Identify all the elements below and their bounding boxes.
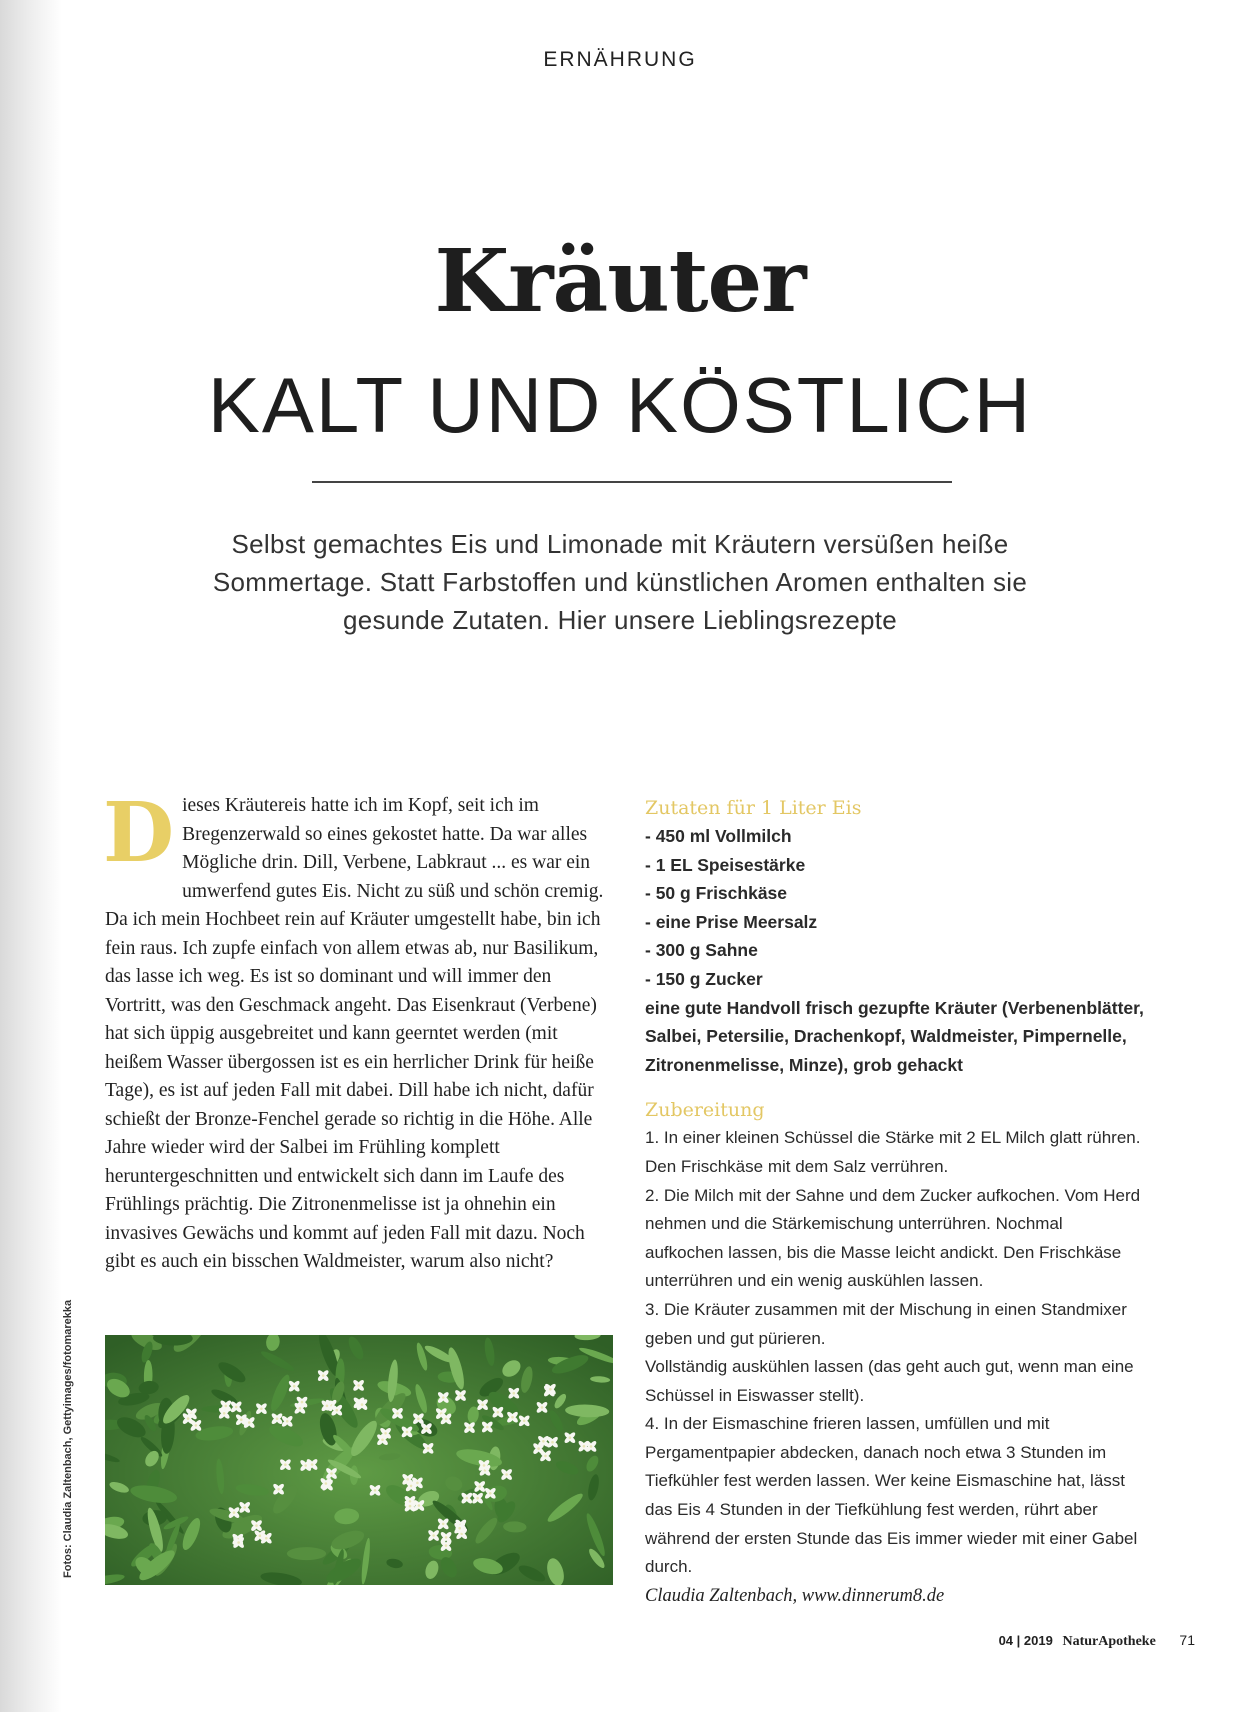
section-label: ERNÄHRUNG [543,48,697,71]
recipe-column [645,794,1145,1610]
leaf-shape [287,1547,326,1560]
article-lead-text: ieses Kräutereis hatte ich im Kopf, seit ich im Bregenzerwald so eines gekostet hatte. Da war alles Mögliche drin. Dill, Verbene, Labkraut ... es war ein umwerfend gutes Eis. Nicht zu süß und schön cremig. [182,795,604,902]
woodruff-flowers-photo [105,1335,613,1585]
ingredient-item: - 1 EL Speisestärke [645,854,806,875]
headline-main: KALT UND KÖSTLICH [207,361,1033,449]
page-footer [999,1632,1195,1650]
ingredient-item: - eine Prise Meersalz [645,911,818,932]
preparation-step: 3. Die Kräuter zusammen mit der Mischung in einen Standmixer geben und gut pürieren. [645,1299,1127,1348]
preparation-steps [645,1124,1145,1582]
ingredient-item: - 150 g Zucker [645,968,763,989]
preparation-step: 4. In der Eismaschine frieren lassen, umfüllen und mit Pergamentpapier abdecken, danach noch etwa 3 Stunden im Tiefkühler fest werden lassen. Wer keine Eismaschine hat, lässt das Eis 4 Stunden in der Tiefkühlung fest werden, rührt aber während der ersten Stunde das Eis immer wieder mit einer Gabel durch. [645,1414,1138,1577]
headline-script: Kräuter [434,231,806,332]
article-lead-paragraph [103,785,615,906]
ingredient-item: - 300 g Sahne [645,940,758,961]
ingredient-item: - 50 g Frischkäse [645,883,788,904]
intro-paragraph: Selbst gemachtes Eis und Limonade mit Kräutern versüßen heiße Sommertage. Statt Farbstoffen und künstlichen Aromen enthalten sie gesunde Zutaten. Hier unsere Lieblingsrezepte [212,529,1028,635]
preparation-heading: Zubereitung [645,1099,765,1122]
drop-cap: D [103,785,175,881]
article-paragraph: Da ich mein Hochbeet rein auf Kräuter umgestellt habe, bin ich fein raus. Ich zupfe einfach von allem etwas ab, nur Basilikum, das lasse ich weg. Es ist so dominant und will immer den Vortritt, was den Geschmack angeht. Das Eisenkraut (Verbene) hat sich üppig ausgebreitet und kann geerntet werden (mit heißem Wasser übergossen ist es ein herrlicher Drink für heiße Tage), es ist auf jeden Fall mit dabei. Dill habe ich nicht, dafür schießt der Bronze-Fenchel gerade so richtig in die Höhe. Alle Jahre wieder wird der Salbei im Frühling komplett heruntergeschnitten und entwickelt sich dann im Laufe des Frühlings prächtig. Die Zitronenmelisse ist ja ohnehin ein invasives Gewächs und kommt auf jeden Fall mit dazu. Noch gibt es auch ein bisschen Waldmeister, warum also nicht? [105,909,601,1272]
preparation-step: Vollständig auskühlen lassen (das geht auch gut, wenn man eine Schüssel in Eiswasser stellt). [645,1357,1134,1405]
preparation-step: 2. Die Milch mit der Sahne und dem Zucker aufkochen. Vom Herd nehmen und die Stärkemischung unterrühren. Nochmal aufkochen lassen, bis die Masse leicht andickt. Den Frischkäse unterrühren und ein wenig auskühlen lassen. [645,1185,1141,1291]
magazine-brand: NaturApotheke [1062,1634,1156,1649]
issue-number: 04 | 2019 [998,1633,1053,1648]
photo-credit: Fotos: Claudia Zaltenbach, Gettyimages/fotomarekka [62,1299,74,1578]
herbs-ingredient: eine gute Handvoll frisch gezupfte Kräuter (Verbenenblätter, Salbei, Petersilie, Drachenkopf, Waldmeister, Pimpernelle, Zitronenmelisse, Minze), grob gehackt [645,997,1144,1075]
headline-divider [312,481,952,483]
page-number: 71 [1179,1632,1195,1648]
ingredients-list [645,822,1145,994]
ingredients-heading: Zutaten für 1 Liter Eis [645,797,862,819]
author-signature: Claudia Zaltenbach, www.dinnerum8.de [645,1585,945,1606]
ingredient-item: - 450 ml Vollmilch [645,826,792,846]
preparation-step: 1. In einer kleinen Schüssel die Stärke mit 2 EL Milch glatt rühren. Den Frischkäse mit dem Salz verrühren. [645,1128,1141,1176]
flower-illustration [105,1335,613,1585]
article-body [103,785,615,1277]
